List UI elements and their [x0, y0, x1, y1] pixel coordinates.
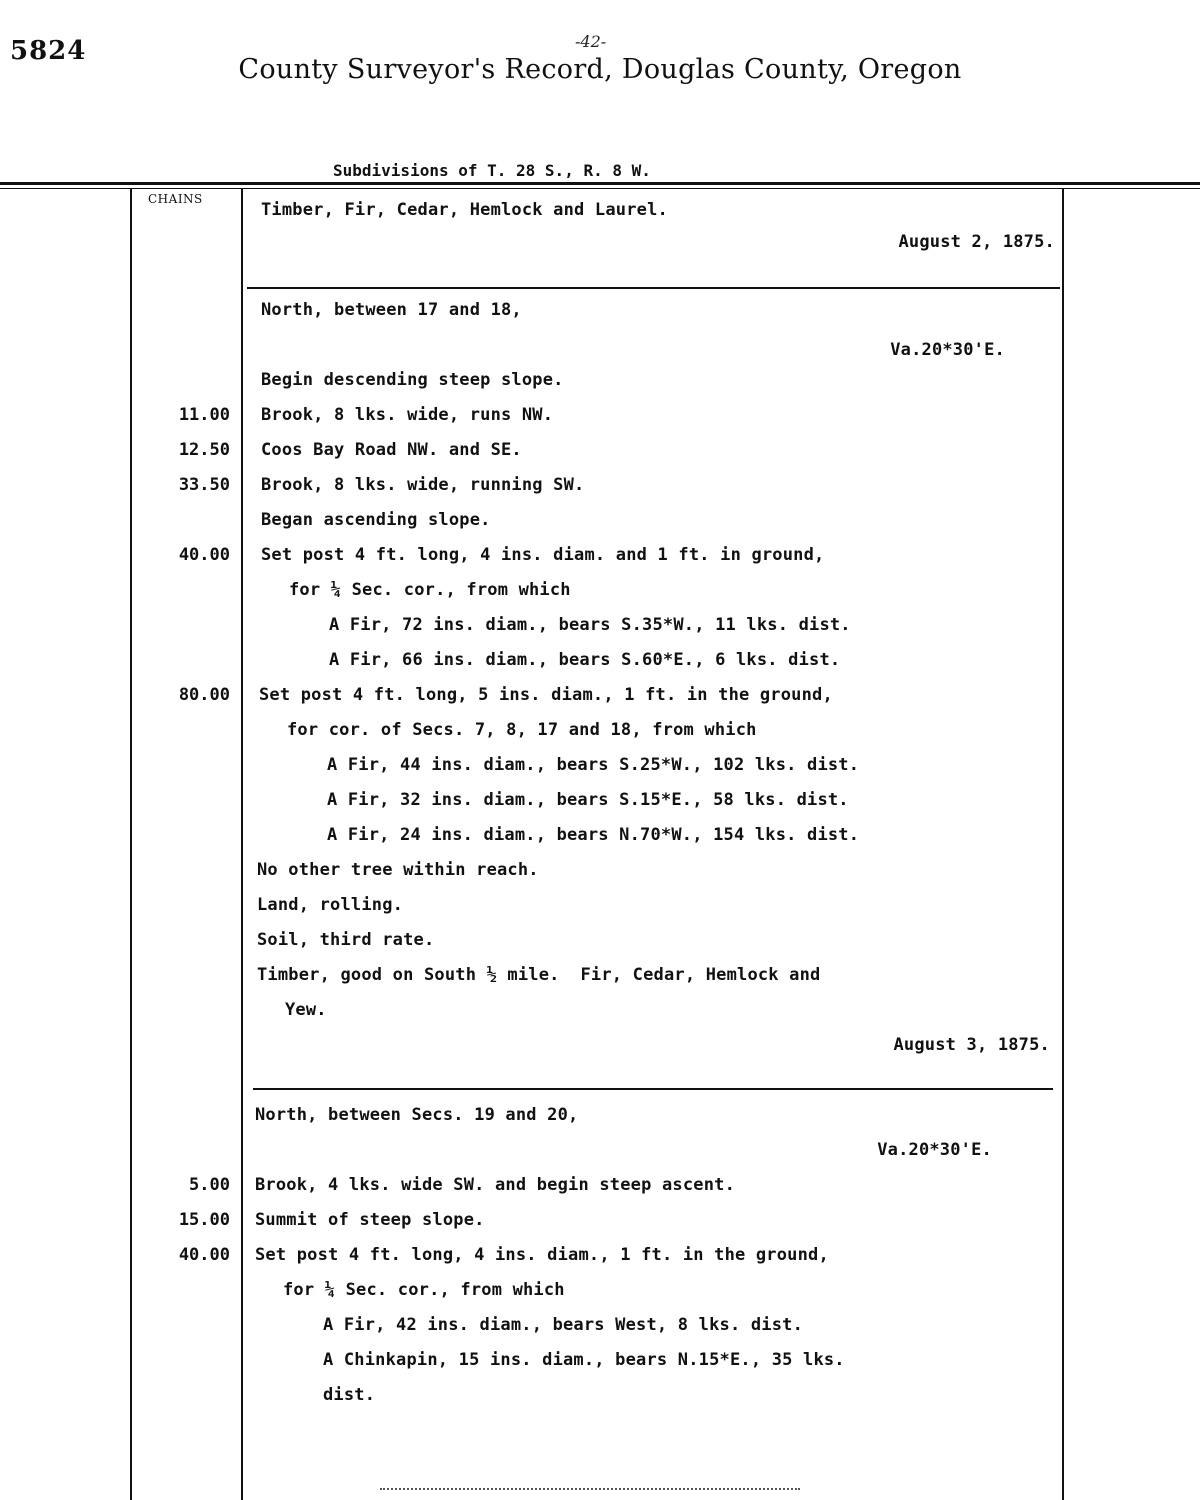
record-line [0, 232, 1200, 262]
record-line [0, 1210, 1200, 1240]
record-entry-text: Brook, 8 lks. wide, running SW. [261, 475, 585, 495]
chain-distance: 80.00 [178, 685, 230, 705]
chain-distance: 5.00 [189, 1175, 230, 1195]
record-line [0, 1280, 1200, 1310]
record-date-or-variation: Va.20*30'E. [890, 340, 1005, 360]
record-entry-text: A Fir, 44 ins. diam., bears S.25*W., 102 lks. dist. [327, 755, 860, 775]
record-entry-text: Coos Bay Road NW. and SE. [261, 440, 522, 460]
subdivision-heading: Subdivisions of T. 28 S., R. 8 W. [333, 161, 651, 180]
record-entry-text: for cor. of Secs. 7, 8, 17 and 18, from which [287, 720, 757, 740]
record-line [0, 685, 1200, 715]
record-entry-text: A Fir, 32 ins. diam., bears S.15*E., 58 lks. dist. [327, 790, 849, 810]
record-line [0, 755, 1200, 785]
record-entry-text: Brook, 4 lks. wide SW. and begin steep ascent. [255, 1175, 736, 1195]
record-line [0, 965, 1200, 995]
record-line [0, 580, 1200, 610]
record-date-or-variation: August 3, 1875. [893, 1035, 1050, 1055]
record-entry-text: Land, rolling. [257, 895, 404, 915]
chain-distance: 12.50 [178, 440, 230, 460]
record-line [0, 615, 1200, 645]
record-entry-text: for ¼ Sec. cor., from which [283, 1280, 565, 1300]
record-line [0, 1000, 1200, 1030]
record-line [0, 370, 1200, 400]
record-entry-text: Brook, 8 lks. wide, runs NW. [261, 405, 554, 425]
record-line [0, 1245, 1200, 1275]
record-entry-text: Timber, Fir, Cedar, Hemlock and Laurel. [261, 200, 668, 220]
record-line [0, 895, 1200, 925]
scan-artifact-dotted-rule [380, 1488, 800, 1490]
record-line [0, 1385, 1200, 1415]
record-line [0, 860, 1200, 890]
record-line [0, 1315, 1200, 1345]
record-line [0, 1350, 1200, 1380]
record-entry-text: Set post 4 ft. long, 4 ins. diam., 1 ft. in the ground, [255, 1245, 829, 1265]
handwritten-page-number: -42- [575, 32, 607, 51]
record-line [0, 545, 1200, 575]
record-line [0, 1105, 1200, 1135]
record-line [0, 200, 1200, 230]
record-line [0, 1175, 1200, 1205]
record-line [0, 510, 1200, 540]
chain-distance: 40.00 [178, 1245, 230, 1265]
record-entry-text: Set post 4 ft. long, 4 ins. diam. and 1 ft. in ground, [261, 545, 825, 565]
chains-column-header: CHAINS [148, 192, 203, 206]
record-line [0, 790, 1200, 820]
record-entry-text: No other tree within reach. [257, 860, 539, 880]
record-line [0, 300, 1200, 330]
record-entry-text: North, between 17 and 18, [261, 300, 522, 320]
top-rule-thick [0, 182, 1200, 185]
entry-separator [253, 1088, 1053, 1090]
chain-distance: 15.00 [178, 1210, 230, 1230]
record-line [0, 475, 1200, 505]
record-entry-text: A Fir, 66 ins. diam., bears S.60*E., 6 lks. dist. [329, 650, 841, 670]
record-line [0, 340, 1200, 370]
record-line [0, 440, 1200, 470]
page-number: 5824 [10, 36, 87, 66]
record-entry-text: Timber, good on South ½ mile. Fir, Cedar, Hemlock and [257, 965, 821, 985]
record-entry-text: Begin descending steep slope. [261, 370, 564, 390]
record-entry-text: dist. [323, 1385, 376, 1405]
chain-distance: 40.00 [178, 545, 230, 565]
record-entry-text: Yew. [285, 1000, 327, 1020]
record-line [0, 930, 1200, 960]
record-entry-text: for ¼ Sec. cor., from which [289, 580, 571, 600]
record-date-or-variation: August 2, 1875. [898, 232, 1055, 252]
record-entry-text: Began ascending slope. [261, 510, 491, 530]
record-entry-text: Summit of steep slope. [255, 1210, 485, 1230]
record-entry-text: Soil, third rate. [257, 930, 435, 950]
record-line [0, 650, 1200, 680]
record-date-or-variation: Va.20*30'E. [877, 1140, 992, 1160]
record-entry-text: A Fir, 72 ins. diam., bears S.35*W., 11 lks. dist. [329, 615, 851, 635]
record-line [0, 1140, 1200, 1170]
entry-separator [247, 287, 1060, 289]
record-line [0, 720, 1200, 750]
record-entry-text: A Chinkapin, 15 ins. diam., bears N.15*E., 35 lks. [323, 1350, 845, 1370]
chain-distance: 11.00 [178, 405, 230, 425]
record-entry-text: A Fir, 24 ins. diam., bears N.70*W., 154 lks. dist. [327, 825, 860, 845]
record-title: County Surveyor's Record, Douglas County, Oregon [238, 54, 962, 85]
record-line [0, 825, 1200, 855]
chain-distance: 33.50 [178, 475, 230, 495]
record-line [0, 405, 1200, 435]
top-rule-thin [0, 188, 1200, 189]
record-line [0, 1035, 1200, 1065]
record-entry-text: Set post 4 ft. long, 5 ins. diam., 1 ft. in the ground, [259, 685, 833, 705]
record-entry-text: North, between Secs. 19 and 20, [255, 1105, 579, 1125]
record-entry-text: A Fir, 42 ins. diam., bears West, 8 lks. dist. [323, 1315, 804, 1335]
